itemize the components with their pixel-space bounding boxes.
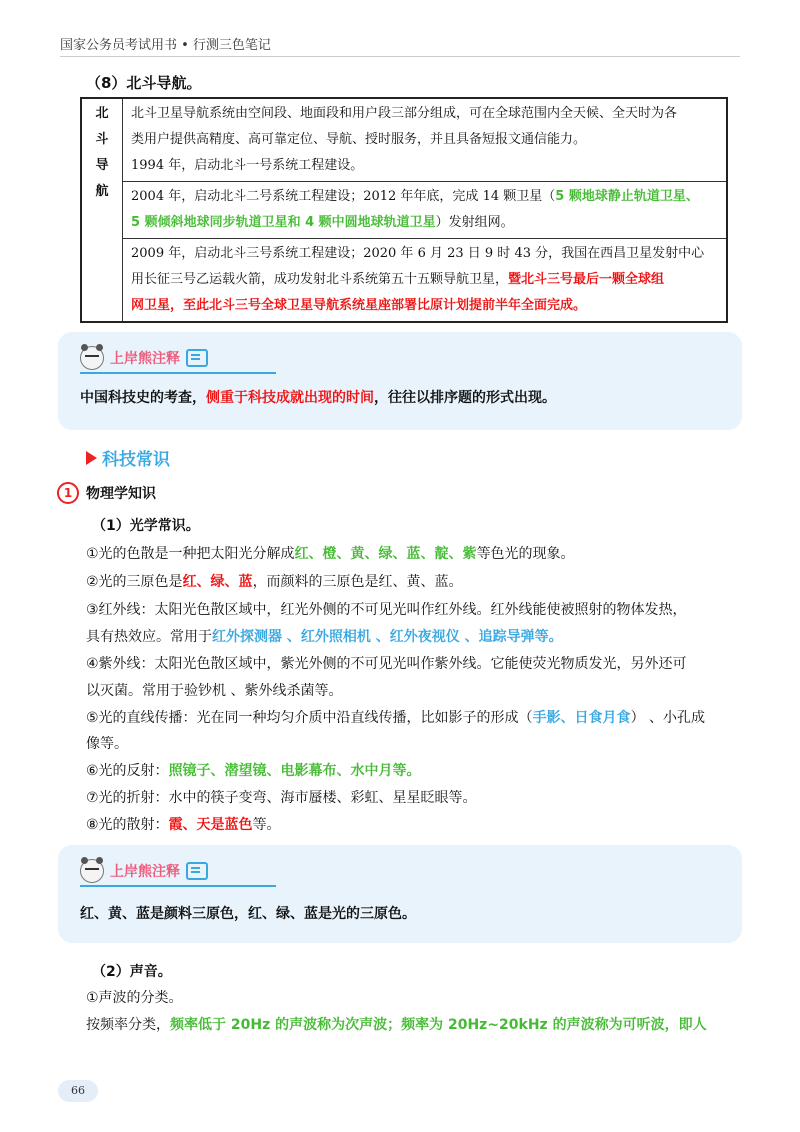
note-label: 上岸熊注释 bbox=[110, 351, 180, 367]
tech-section-title: 科技常识 bbox=[86, 445, 170, 470]
side-char: 导 bbox=[95, 158, 109, 173]
note-header bbox=[80, 859, 208, 883]
optics-line-3: ③红外线：太阳光色散区域中，红光外侧的不可见光叫作红外线。红外线能使被照射的物体发热， bbox=[86, 602, 687, 618]
sound-line-2: 按频率分类，频率低于 20Hz 的声波称为次声波；频率为 20Hz~20kHz 的声波称为可听波，即人 bbox=[86, 1017, 707, 1033]
table-text: 1994 年，启动北斗一号系统工程建设。 bbox=[131, 158, 364, 173]
optics-line-5: ④紫外线：太阳光色散区域中，紫光外侧的不可见光叫作紫外线。它能使荧光物质发光，另外还可 bbox=[86, 656, 687, 672]
note-text: 中国科技史的考查，侧重于科技成就出现的时间，往往以排序题的形式出现。 bbox=[80, 390, 556, 406]
beidou-row-1 bbox=[123, 98, 728, 182]
optics-line-9: ⑥光的反射：照镜子、潜望镜、电影幕布、水中月等。 bbox=[86, 763, 421, 779]
table-text: 类用户提供高精度、高可靠定位、导航、授时服务，并且具备短报文通信能力。 bbox=[131, 132, 587, 147]
highlight-green: 5 颗地球静止轨道卫星、 bbox=[555, 189, 699, 204]
table-text: 2004 年，启动北斗二号系统工程建设；2012 年年底，完成 14 颗卫星（ bbox=[131, 189, 556, 204]
table-text: 2009 年，启动北斗三号系统工程建设；2020 年 6 月 23 日 9 时 43 分，我国在西昌卫星发射中心 bbox=[131, 246, 705, 261]
optics-line-4: 具有热效应。常用于红外探测器 、红外照相机 、红外夜视仪 、追踪导弹等。 bbox=[86, 629, 563, 645]
note-header bbox=[80, 346, 208, 370]
optics-line-6: 以灭菌。常用于验钞机 、紫外线杀菌等。 bbox=[86, 683, 343, 699]
side-char: 航 bbox=[95, 184, 109, 199]
note-box-1 bbox=[58, 332, 742, 430]
triangle-marker-icon bbox=[86, 451, 97, 465]
beidou-table bbox=[80, 97, 728, 323]
optics-line-8: 像等。 bbox=[86, 736, 128, 752]
table-text: ）发射组网。 bbox=[435, 215, 514, 230]
section-8-title: （8）北斗导航。 bbox=[86, 74, 202, 92]
sound-title: （2）声音。 bbox=[92, 964, 172, 980]
comment-bubble-icon bbox=[186, 862, 208, 880]
note-box-2 bbox=[58, 845, 742, 943]
header-divider bbox=[60, 56, 740, 57]
optics-line-11: ⑧光的散射：霞、天是蓝色等。 bbox=[86, 817, 281, 833]
bear-mascot-icon bbox=[80, 346, 104, 370]
note-label: 上岸熊注释 bbox=[110, 864, 180, 880]
note-underline bbox=[80, 372, 276, 374]
note-text: 红、黄、蓝是颜料三原色，红、绿、蓝是光的三原色。 bbox=[80, 906, 416, 922]
sound-line-1: ①声波的分类。 bbox=[86, 990, 183, 1006]
beidou-row-3 bbox=[123, 239, 728, 323]
optics-line-7: ⑤光的直线传播：光在同一种均匀介质中沿直线传播，比如影子的形成（手影、日食月食） 、小孔成 bbox=[86, 710, 706, 726]
table-text: 北斗卫星导航系统由空间段、地面段和用户段三部分组成，可在全球范围内全天候、全天时为各 bbox=[131, 106, 678, 121]
highlight-red: 网卫星，至此北斗三号全球卫星导航系统星座部署比原计划提前半年全面完成。 bbox=[131, 298, 587, 313]
physics-title: 物理学知识 bbox=[86, 486, 156, 502]
number-circle-badge: 1 bbox=[57, 482, 79, 504]
beidou-row-2 bbox=[123, 182, 728, 239]
page-number: 66 bbox=[58, 1080, 98, 1102]
highlight-red: 暨北斗三号最后一颗全球组 bbox=[508, 272, 665, 287]
note-underline bbox=[80, 885, 276, 887]
table-text: 用长征三号乙运载火箭，成功发射北斗系统第五十五颗导航卫星， bbox=[131, 272, 509, 287]
side-char: 斗 bbox=[95, 132, 109, 147]
side-char: 北 bbox=[95, 106, 109, 121]
beidou-side-label bbox=[81, 98, 123, 322]
optics-title: （1）光学常识。 bbox=[92, 518, 200, 534]
highlight-green: 5 颗倾斜地球同步轨道卫星和 4 颗中圆地球轨道卫星 bbox=[131, 215, 436, 230]
optics-line-2: ②光的三原色是红、绿、蓝，而颜料的三原色是红、黄、蓝。 bbox=[86, 574, 463, 590]
comment-bubble-icon bbox=[186, 349, 208, 367]
bear-mascot-icon bbox=[80, 859, 104, 883]
optics-line-1: ①光的色散是一种把太阳光分解成红、橙、黄、绿、蓝、靛、紫等色光的现象。 bbox=[86, 546, 575, 562]
optics-line-10: ⑦光的折射：水中的筷子变弯、海市蜃楼、彩虹、星星眨眼等。 bbox=[86, 790, 477, 806]
running-header: 国家公务员考试用书 • 行测三色笔记 bbox=[60, 38, 271, 53]
